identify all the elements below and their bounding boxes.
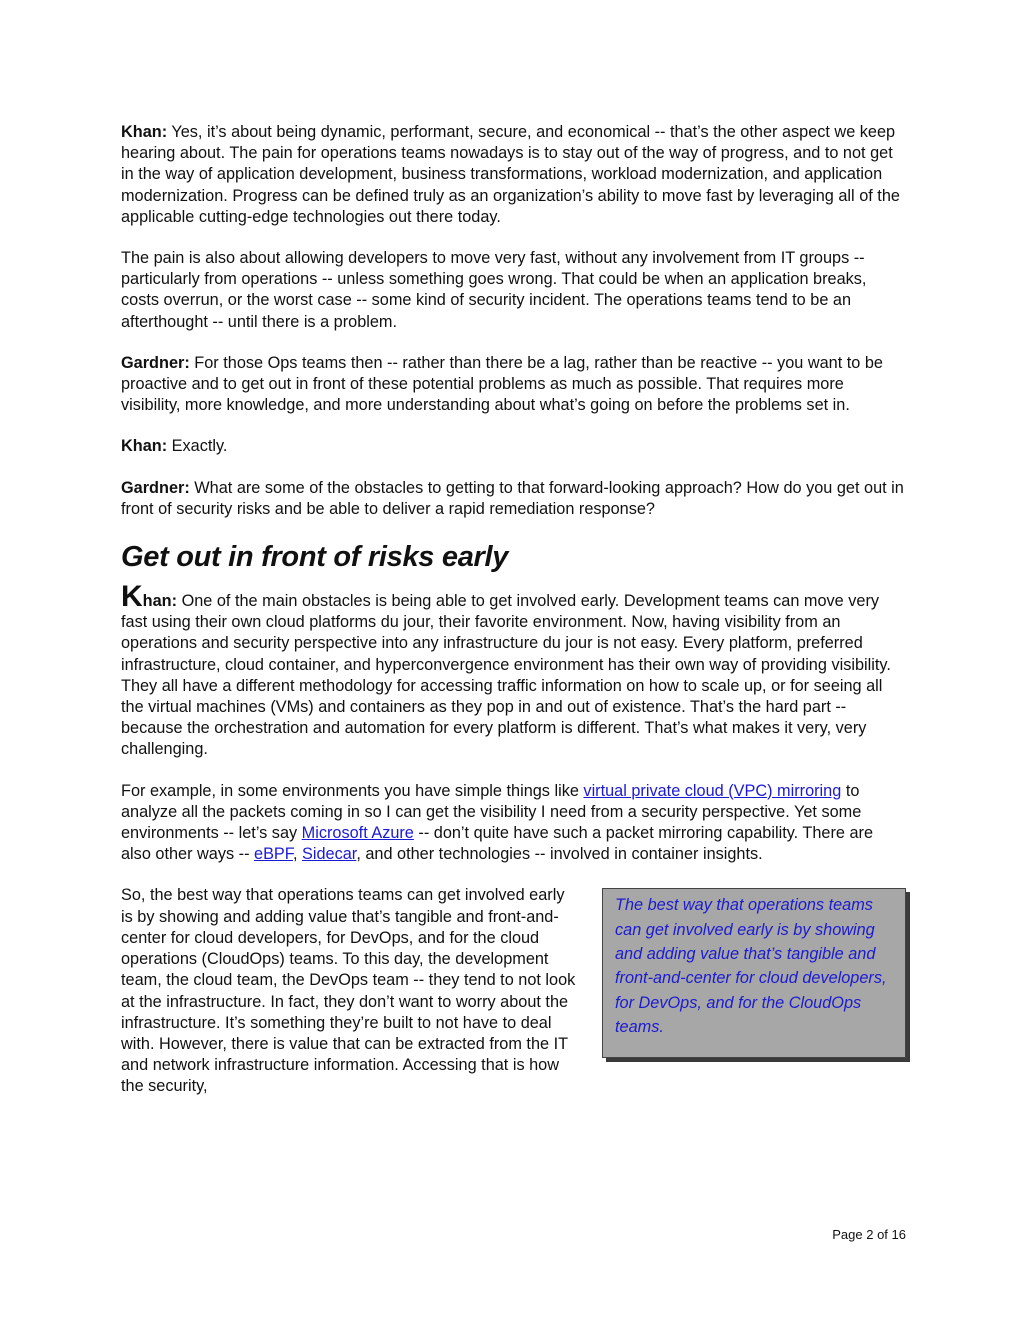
paragraph-example: [121, 781, 906, 866]
paragraph-text: What are some of the obstacles to getting to that forward-looking approach? How do you get out in front of security risks and be able to deliver a rapid remediation response?: [121, 478, 904, 518]
paragraph-pain: [121, 248, 906, 333]
drop-cap: K: [121, 580, 143, 614]
pull-quote-text: The best way that operations teams can get involved early is by showing and adding value that’s tangible and front-and-center for cloud developers, for DevOps, and for the CloudOps teams.: [615, 896, 887, 1036]
paragraph-text: Yes, it’s about being dynamic, performant, secure, and economical -- that’s the other aspect we keep hearing about. The pain for operations teams nowadays is to stay out of the way of progress, and to not get in the way of application development, business transformations, workload modernization, and application modernization. Progress can be defined truly as an organization’s ability to move fast by leveraging all of the applicable cutting-edge technologies out there today.: [121, 123, 900, 226]
pull-quote-box: [602, 888, 906, 1058]
paragraph-text: One of the main obstacles is being able to get involved early. Development teams can move very fast using their own cloud platforms du jour, their favorite environment. Now, having visibility from an operations and security perspective into any infrastructure du jour is not easy. Every platform, preferred infrastructure, cloud container, and hyperconvergence environment has their own way of providing visibility. They all have a different methodology for accessing traffic information on how to scale up, or for seeing all the virtual machines (VMs) and containers as they pop in and out of existence. That’s the hard part -- because the orchestration and automation for every platform is different. That’s what makes it very, very challenging.: [121, 592, 891, 759]
speaker-label: Gardner:: [121, 353, 190, 372]
paragraph-text: For example, in some environments you have simple things like: [121, 781, 584, 800]
paragraph-text: Exactly.: [167, 437, 228, 456]
microsoft-azure-link[interactable]: Microsoft Azure: [301, 824, 414, 843]
speaker-label: han:: [142, 592, 178, 611]
section-heading: Get out in front of risks early: [121, 541, 509, 574]
vpc-mirroring-link[interactable]: virtual private cloud (VPC) mirroring: [583, 781, 842, 800]
paragraph-khan-1: [121, 122, 906, 228]
page-number: Page 2 of 16: [832, 1227, 906, 1242]
paragraph-text: ,: [292, 845, 302, 864]
article-body: [121, 122, 906, 1118]
ebpf-link[interactable]: eBPF: [254, 845, 293, 864]
paragraph-gardner-1: [121, 353, 906, 417]
speaker-label: Gardner:: [121, 478, 190, 497]
paragraph-text: So, the best way that operations teams can get involved early is by showing and adding value that’s tangible and front-and-center for cloud developers, for DevOps, and for the cloud operations (CloudOps) teams. To this day, the development team, the cloud team, the DevOps team -- they tend to not look at the infrastructure. In fact, they don’t want to worry about the infrastructure. It’s something they’re built to not have to deal with. However, there is value that can be extracted from the IT and network infrastructure information. Accessing that is how the security,: [121, 886, 576, 1096]
paragraph-text: -- don’t quite have such a packet mirroring capability. There are also other ways --: [121, 824, 873, 864]
paragraph-khan-2: [121, 436, 906, 457]
paragraph-text: The pain is also about allowing developers to move very fast, without any involvement from IT groups -- particularly from operations -- unless something goes wrong. That could be when an application breaks, costs overrun, or the worst case -- some kind of security incident. The operations teams tend to be an afterthought -- until there is a problem.: [121, 249, 867, 331]
sidecar-link[interactable]: Sidecar: [302, 845, 357, 864]
speaker-label: Khan:: [121, 437, 168, 456]
speaker-label: Khan:: [121, 123, 168, 141]
paragraph-gardner-2: [121, 478, 906, 520]
paragraph-text: For those Ops teams then -- rather than there be a lag, rather than be reactive -- you want to be proactive and to get out in front of these potential problems as much as possible. That requires more visibility, more knowledge, and more understanding about what’s going on before the problems set in.: [121, 353, 883, 415]
paragraph-text: to analyze all the packets coming in so I can get the visibility I need from a security perspective. Yet some environments -- let’s say: [121, 781, 862, 843]
paragraph-khan-3: [121, 580, 906, 761]
wrapped-section: [121, 885, 906, 1097]
paragraph-text: , and other technologies -- involved in container insights.: [356, 845, 763, 864]
